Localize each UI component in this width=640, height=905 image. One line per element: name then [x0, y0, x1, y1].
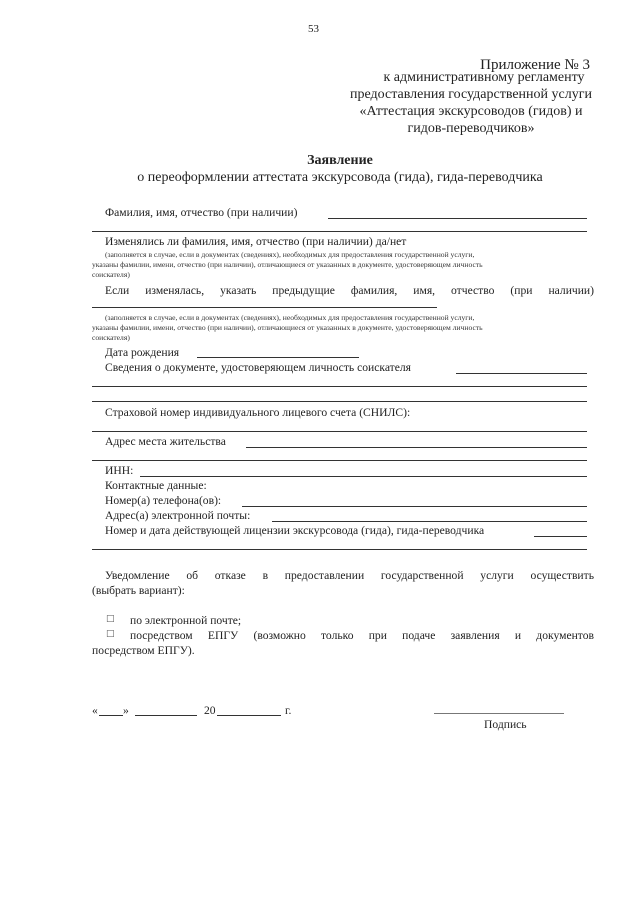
snils-field[interactable]	[92, 431, 587, 432]
document-subtitle: о переоформлении аттестата экскурсовода (гида), гида-переводчика	[137, 170, 543, 185]
license-field[interactable]	[534, 536, 587, 537]
date-month-field[interactable]	[135, 715, 197, 716]
license-label: Номер и дата действующей лицензии экскурсовода (гида), гида-переводчика	[105, 524, 485, 537]
appendix-line-5: гидов-переводчиков»	[407, 121, 535, 136]
note-1-line-3: соискателя)	[92, 270, 130, 279]
id-document-field[interactable]	[456, 373, 587, 374]
fio-field-line-2[interactable]	[92, 231, 587, 232]
address-field[interactable]	[246, 447, 587, 448]
year-prefix: 20	[204, 704, 216, 717]
email-label: Адрес(а) электронной почты:	[105, 509, 251, 522]
appendix-line-4: «Аттестация экскурсоводов (гидов) и	[359, 104, 583, 119]
birth-date-field[interactable]	[197, 357, 359, 358]
id-document-label: Сведения о документе, удостоверяющем личность соискателя	[105, 361, 412, 374]
address-field-line-2[interactable]	[92, 460, 587, 461]
signature-label: Подпись	[484, 718, 527, 731]
note-1-line-2: указаны фамилии, имени, отчество (при наличии), отличающиеся от указанных в документе, удостоверяющем личность	[92, 260, 483, 269]
inn-field[interactable]	[140, 476, 587, 477]
phone-label: Номер(а) телефона(ов):	[105, 494, 222, 507]
email-field[interactable]	[272, 521, 587, 522]
id-document-field-line-3[interactable]	[92, 401, 587, 402]
page-number: 53	[308, 23, 319, 35]
date-close-quote: »	[123, 704, 129, 717]
name-changed-label: Изменялись ли фамилия, имя, отчество (при наличии) да/нет	[105, 235, 407, 248]
note-2-line-1: (заполняется в случае, если в документах (сведениях), необходимых для предоставления государственной услуги,	[105, 313, 475, 322]
note-1-line-1: (заполняется в случае, если в документах (сведениях), необходимых для предоставления государственной услуги,	[105, 250, 475, 259]
address-label: Адрес места жительства	[105, 435, 226, 448]
option-email-checkbox[interactable]: □	[106, 614, 115, 624]
date-year-field[interactable]	[217, 715, 281, 716]
appendix-line-1: Приложение № 3	[480, 57, 590, 73]
phone-field[interactable]	[242, 506, 587, 507]
option-email-label: по электронной почте;	[130, 614, 242, 627]
appendix-line-2: к административному регламенту	[383, 70, 585, 85]
option-epgu-line-1: посредством ЕПГУ (возможно только при подаче заявления и документов	[130, 629, 594, 642]
birth-date-label: Дата рождения	[105, 346, 180, 359]
appendix-line-3: предоставления государственной услуги	[350, 87, 592, 102]
year-suffix: г.	[285, 704, 292, 717]
date-open-quote: «	[92, 704, 98, 717]
inn-label: ИНН:	[105, 464, 134, 477]
previous-name-label: Если изменялась, указать предыдущие фамилия, имя, отчество (при наличии)	[105, 284, 594, 297]
fio-field[interactable]	[328, 218, 587, 219]
option-epgu-line-2: посредством ЕПГУ).	[92, 644, 195, 657]
date-day-field[interactable]	[99, 715, 123, 716]
signature-field[interactable]	[434, 713, 564, 714]
notice-line-2: (выбрать вариант):	[92, 584, 185, 597]
id-document-field-line-2[interactable]	[92, 386, 587, 387]
contacts-label: Контактные данные:	[105, 479, 207, 492]
option-epgu-checkbox[interactable]: □	[106, 629, 115, 639]
note-2-line-2: указаны фамилии, имени, отчество (при наличии), отличающиеся от указанных в документе, удостоверяющем личность	[92, 323, 483, 332]
fio-label: Фамилия, имя, отчество (при наличии)	[105, 206, 298, 219]
snils-label: Страховой номер индивидуального лицевого счета (СНИЛС):	[105, 406, 411, 419]
notice-line-1: Уведомление об отказе в предоставлении государственной услуги осуществить	[105, 569, 594, 582]
license-field-line-2[interactable]	[92, 549, 587, 550]
document-title: Заявление	[307, 153, 373, 168]
previous-name-field[interactable]	[92, 307, 437, 308]
note-2-line-3: соискателя)	[92, 333, 130, 342]
